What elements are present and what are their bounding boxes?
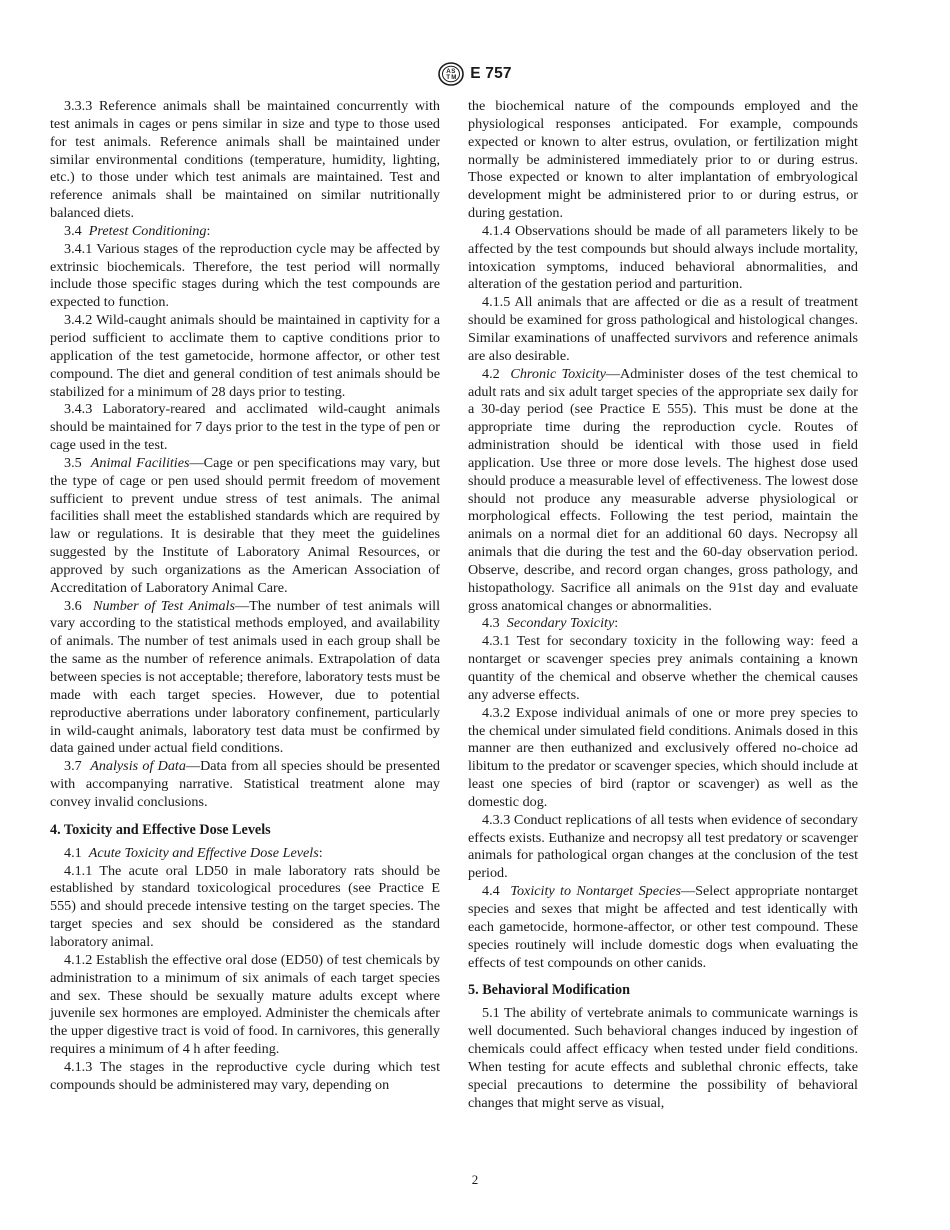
paragraph: 4.1.3 The stages in the reproductive cycle during which test compounds should be administered may vary, depending on	[50, 1058, 440, 1093]
section-heading: 5. Behavioral Modification	[468, 982, 630, 999]
left-column	[50, 98, 440, 1095]
paragraph: 4.3.2 Expose individual animals of one or more prey species to the chemical under simulated field conditions. Animals dosed in this manner are then euthanized and exclusively offered no-choice ad libitum to the predator or scavenger species, which should include at least one species of bird (raptor or scavenger) as well as the domestic dog.	[468, 704, 858, 810]
section-heading: 4. Toxicity and Effective Dose Levels	[50, 821, 271, 838]
clause-title: Number of Test Animals	[93, 597, 235, 614]
svg-text:A: A	[446, 68, 451, 75]
svg-text:T: T	[446, 74, 451, 82]
clause-body: :	[318, 844, 323, 861]
clause-number: 4.2	[482, 365, 511, 382]
clause-title: Animal Facilities	[90, 454, 190, 471]
paragraph: 5.1 The ability of vertebrate animals to communicate warnings is well documented. Such behavioral changes induced by ingestion of chemicals could affect efficacy when tested under field conditions. When testing for acute effects and sublethal chronic effects, take special precautions to determine the possibility of behavioral changes that might serve as visual,	[468, 1005, 858, 1111]
paragraph	[50, 223, 440, 241]
clause-number: 4.4	[482, 883, 511, 900]
page-number: 2	[471, 1172, 479, 1187]
paragraph: 3.4.1 Various stages of the reproduction cycle may be affected by extrinsic biochemicals. Therefore, the test period will normally include those specific stages during which the test compounds are expected to function.	[50, 240, 440, 311]
paragraph: 4.1.1 The acute oral LD50 in male laboratory rats should be established by standard toxicological procedures (see Practice E 555) and should precede intensive testing on the target species. The target species and sex should be considered as the standard laboratory animal.	[50, 862, 440, 950]
clause-title: Analysis of Data	[90, 758, 186, 775]
clause-title: Secondary Toxicity	[506, 615, 615, 632]
clause-title: Toxicity to Nontarget Species	[510, 883, 682, 900]
clause-title: Chronic Toxicity	[510, 365, 606, 382]
clause-body: :	[206, 222, 211, 239]
right-column	[468, 98, 858, 1112]
paragraph	[468, 615, 858, 633]
clause-title: Pretest Conditioning	[88, 222, 207, 239]
paragraph	[50, 845, 440, 863]
clause-body: :	[614, 615, 619, 632]
clause-title: Acute Toxicity and Effective Dose Levels	[88, 844, 319, 861]
clause-body: —Administer doses of the test chemical to adult rats and six adult target species of the appropriate sex daily for a 30-day period (see Practice E 555). This must be done at the appropriate time during the reproduction cycle. Routes of administration should be identical with those used in field application. Use three or more dose levels. The highest dose used should produce a measurable level of effectiveness. The lowest dose should not produce any measurable adverse physiological or morphological effects. Following the test period, maintain the animals on a normal diet for an additional 60 days. Necropsy all animals that die during the test and the 60-day observation period. Observe, describe, and record organ changes, gross pathology, and histopathology. Sacrifice all animals on the 91st day and evaluate gross anatomical changes or abnormalities.	[468, 365, 858, 614]
clause-body: —The number of test animals will vary according to the statistical methods employed, and availability of animals. The number of test animals used in each group shall be the same as the number of reference animals. Extrapolation of data between species is not acceptable; therefore, laboratory tests must be made with each target species. However, due to potential reproductive aberrations under laboratory confinement, particularly in wild-caught animals, laboratory test data must be confirmed by data gained under actual field conditions.	[50, 597, 440, 757]
clause-number: 3.4	[64, 222, 89, 239]
paragraph	[468, 366, 858, 616]
paragraph: 3.4.2 Wild-caught animals should be maintained in captivity for a period sufficient to acclimate them to captive conditions prior to application of the test gametocide, hormone affector, or other test compound. The diet and general condition of test animals should be stabilized for a minimum of 28 days prior to testing.	[50, 312, 440, 400]
astm-logo-icon	[438, 62, 464, 86]
standard-designation: E 757	[470, 65, 512, 82]
clause-number: 4.3	[482, 615, 507, 632]
paragraph: 4.1.4 Observations should be made of all parameters likely to be affected by the test compounds but should always include mortality, intoxication symptoms, induced behavioral abnormalities, and alteration of the gestation period and parturition.	[468, 222, 858, 293]
paragraph	[50, 758, 440, 812]
clause-number: 3.6	[64, 597, 94, 614]
paragraph: 4.3.1 Test for secondary toxicity in the following way: feed a nontarget or scavenger species prey animals containing a known quantity of the chemical and observe whether the chemical causes any adverse effects.	[468, 633, 858, 703]
clause-body: —Select appropriate nontarget species and sexes that might be affected and test identically with each gametocide, hormone-affector, or other test compound. These species routinely will include domestic dogs when evaluating the effects of test compounds on other canids.	[468, 883, 858, 971]
paragraph	[50, 598, 440, 759]
clause-number: 4.1	[64, 844, 89, 861]
paragraph: 3.3.3 Reference animals shall be maintained concurrently with test animals in cages or pens similar in size and type to those used for test animals. Reference animals shall be maintained under similar environmental conditions (temperature, humidity, lighting, etc.) to those under which test animals are maintained. Test and reference animals shall be maintained on similar nutritionally balanced diets.	[50, 98, 440, 222]
clause-body: —Data from all species should be presented with accompanying narrative. Statistical treatment alone may convey invalid conclusions.	[50, 758, 440, 810]
paragraph	[50, 455, 440, 598]
paragraph: 3.4.3 Laboratory-reared and acclimated wild-caught animals should be maintained for 7 days prior to the test in the type of pen or cage used in the test.	[50, 401, 440, 454]
clause-number: 3.7	[64, 758, 91, 775]
paragraph: 4.3.3 Conduct replications of all tests when evidence of secondary effects exists. Euthanize and necropsy all test predatory or scavenger animals for pathological organ changes at the conclusion of the test period.	[468, 811, 858, 882]
clause-number: 3.5	[64, 454, 91, 471]
svg-text:M: M	[451, 74, 457, 82]
paragraph: the biochemical nature of the compounds employed and the physiological responses anticipated. For example, compounds expected or known to alter estrus, ovulation, or fertilization might normally be administered immediately prior to or during estrus. Those expected or known to alter implantation of embryological development might be administered prior to or during estrus, or during gestation.	[468, 98, 858, 222]
paragraph	[468, 883, 858, 972]
clause-body: —Cage or pen specifications may vary, but the type of cage or pen used should permit freedom of movement sufficient to prevent undue stress of test animals. The animal facilities shall meet the established standards which are required by law or regulations. It is desirable that they meet the guidelines suggested by the Institute of Laboratory Animal Resources, or approved by such organizations as the American Association of Accreditation of Laboratory Animal Care.	[50, 454, 440, 596]
page-header	[0, 62, 950, 86]
svg-text:S: S	[451, 68, 456, 75]
paragraph: 4.1.5 All animals that are affected or die as a result of treatment should be examined for gross pathological and histological changes. Similar examinations of unaffected survivors and reference animals are also desirable.	[468, 294, 858, 364]
paragraph: 4.1.2 Establish the effective oral dose (ED50) of test chemicals by administration to a minimum of six animals of each target species and sex. These should be sexually mature adults except where juvenile sex hormones are employed. Administer the chemicals after the upper digestive tract is void of food. In carnivores, this generally requires a minimum of 4 h after feeding.	[50, 951, 440, 1058]
